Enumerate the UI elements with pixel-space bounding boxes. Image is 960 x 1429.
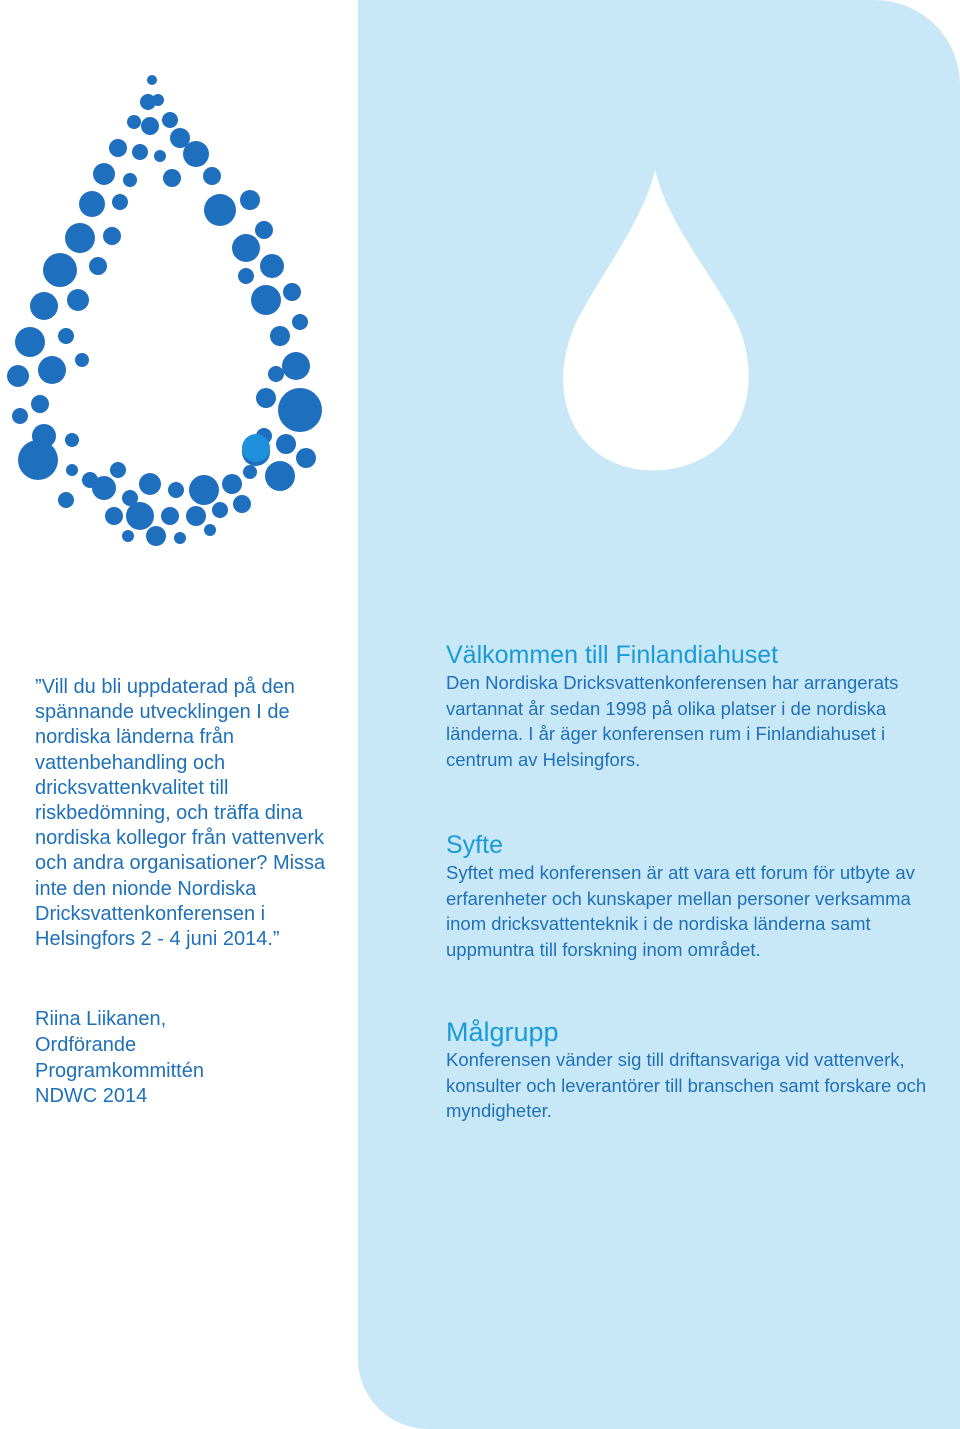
drop-dot [282, 352, 310, 380]
drop-dot [154, 150, 166, 162]
drop-dot [232, 234, 260, 262]
drop-dot [139, 473, 161, 495]
drop-dot [12, 408, 28, 424]
drop-dot [256, 388, 276, 408]
drop-dot [163, 169, 181, 187]
drop-dot [161, 507, 179, 525]
quote-text: ”Vill du bli uppdaterad på den spännande utvecklingen I de nordiska länderna från vattenbehandling och dricksvattenkvalitet till riskbedömning, och träffa dina nordiska kollegor från vattenverk och andra organisationer? Missa inte den nionde Nordiska Dricksvattenkonferensen i Helsingfors 2 - 4 juni 2014.” [35, 676, 326, 951]
signature [35, 1007, 335, 1110]
drop-dot [212, 502, 228, 518]
drop-dot [75, 353, 89, 367]
drop-dot [251, 285, 281, 315]
drop-dot [110, 462, 126, 478]
drop-dot [189, 475, 219, 505]
drop-dot [93, 163, 115, 185]
signature-committee: Programkommittén [35, 1059, 204, 1082]
drop-dot [204, 524, 216, 536]
drop-dot [240, 190, 260, 210]
section-body-audience: Konferensen vänder sig till driftansvariga vid vattenverk, konsulter och leverantörer till branschen samt forskare och myndigheter. [446, 1049, 927, 1122]
drop-dot [268, 366, 284, 382]
white-water-drop-icon [555, 165, 755, 475]
drop-dot [270, 326, 290, 346]
section-heading-purpose: Syfte [446, 831, 503, 859]
drop-dot [58, 328, 74, 344]
drop-dot [168, 482, 184, 498]
drop-dot [292, 314, 308, 330]
drop-dot [38, 356, 66, 384]
section-body-welcome: Den Nordiska Dricksvattenkonferensen har arrangerats vartannat år sedan 1998 på olika platser i de nordiska länderna. I år äger konferensen rum i Finlandiahuset i centrum av Helsingfors. [446, 672, 899, 770]
drop-dot [162, 112, 178, 128]
drop-dot [67, 289, 89, 311]
drop-dot [265, 461, 295, 491]
drop-dot [146, 526, 166, 546]
signature-event: NDWC 2014 [35, 1085, 148, 1108]
drop-dot [276, 434, 296, 454]
drop-dot [65, 433, 79, 447]
drop-dot [260, 254, 284, 278]
section-purpose [446, 830, 946, 962]
drop-dot [203, 167, 221, 185]
signature-role: Ordförande [35, 1033, 137, 1056]
drop-dot [152, 94, 164, 106]
section-audience [446, 1017, 946, 1124]
drop-dot [15, 327, 45, 357]
section-welcome [446, 640, 946, 772]
dotted-water-drop-icon [0, 60, 330, 550]
drop-dot [43, 253, 77, 287]
drop-dot [123, 173, 137, 187]
drop-dot [147, 75, 157, 85]
section-body-purpose: Syftet med konferensen är att vara ett forum för utbyte av erfarenheter och kunskaper mellan personer verksamma inom dricksvattenteknik i de nordiska länderna samt uppmuntra till forskning inom området. [446, 862, 915, 960]
drop-dot [31, 395, 49, 413]
drop-dot [89, 257, 107, 275]
drop-dot [132, 144, 148, 160]
drop-dot [222, 474, 242, 494]
drop-dot [183, 141, 209, 167]
drop-dot [103, 227, 121, 245]
drop-dot [109, 139, 127, 157]
drop-dot [7, 365, 29, 387]
drop-dot [283, 283, 301, 301]
drop-dot [30, 292, 58, 320]
drop-dot [65, 223, 95, 253]
drop-dot [105, 507, 123, 525]
drop-dot [233, 495, 251, 513]
drop-dot [58, 492, 74, 508]
drop-dot [127, 115, 141, 129]
section-heading-audience: Målgrupp [446, 1017, 559, 1047]
drop-dot [238, 268, 254, 284]
drop-dot [18, 440, 58, 480]
drop-dot [174, 532, 186, 544]
drop-dot-accent [242, 434, 270, 462]
section-heading-welcome: Välkommen till Finlandiahuset [446, 641, 779, 669]
drop-dot [122, 530, 134, 542]
drop-dot [204, 194, 236, 226]
drop-dot [126, 502, 154, 530]
drop-dot [79, 191, 105, 217]
drop-dot [278, 388, 322, 432]
signature-name: Riina Liikanen, [35, 1008, 167, 1030]
drop-dot [92, 476, 116, 500]
drop-dot [112, 194, 128, 210]
drop-dot [141, 117, 159, 135]
drop-dot [243, 465, 257, 479]
drop-dot [296, 448, 316, 468]
drop-dot [66, 464, 78, 476]
drop-dot [255, 221, 273, 239]
drop-dot [186, 506, 206, 526]
